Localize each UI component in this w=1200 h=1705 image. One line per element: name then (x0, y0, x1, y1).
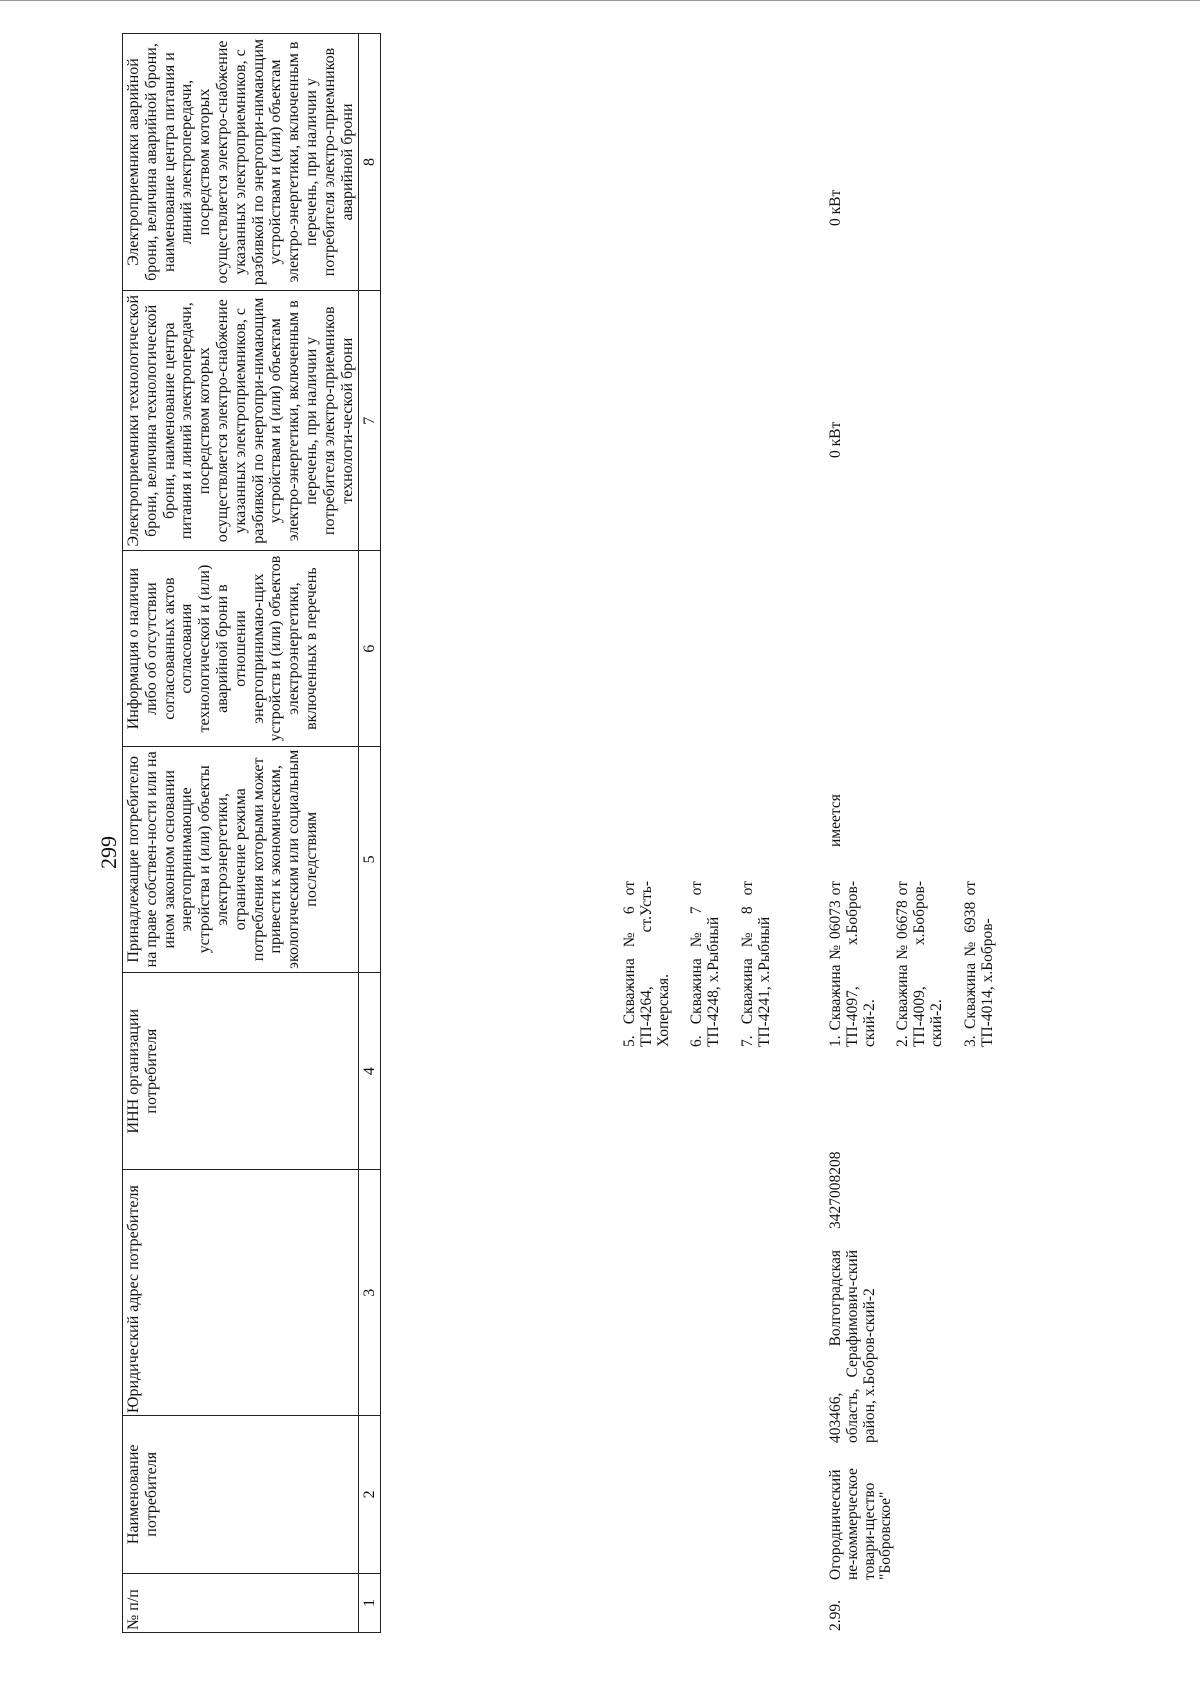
avar-bron-value: 0 кВт (827, 189, 844, 226)
column-number: 4 (359, 972, 381, 1170)
header-tech-bron: Электроприемники технологической брони, величина технологической брони, наименование центра питания и линий электропередачи, посредством которых осуществляется электро-снабжение указанных электроприемников, с разбивкой по энергопри-нимающим устройствам и (или) объектам электро-энергетики, включенным в перечень, при наличии у потребителя электро-приемников технологи-ческой брони (123, 291, 359, 551)
acts-info-value: имеется (827, 794, 844, 847)
column-number: 8 (359, 34, 381, 291)
column-number-row (359, 34, 381, 1633)
header-acts-info: Информация о наличии либо об отсутствии согласованных актов согласования технологической и (или) аварийной брони в отношении энергопринимаю-щих устройств и (или) объектов электроэнергетики, включенных в перечень (123, 551, 359, 746)
tech-bron-value: 0 кВт (827, 421, 844, 458)
device-item: 5. Скважина № 6 от ТП-4264, ст.Усть-Хоперская. (621, 881, 672, 1047)
device-item: 6. Скважина № 7 от ТП-4248, х.Рыбный (688, 881, 723, 1047)
header-devices: Принадлежащие потребителю на праве собствен-ности или на ином законном основании энергопринимающие устройства и (или) объекты электроэнергетики, ограничение режима потребления которыми может привести к экономическим, экологическим или социальным последствиям (123, 746, 359, 972)
header-row (123, 34, 359, 1633)
column-number: 1 (359, 1573, 381, 1632)
column-number: 5 (359, 746, 381, 972)
header-consumer-name: Наименование потребителя (123, 1416, 359, 1574)
device-item: 3. Скважина № 6938 от ТП-4014, х.Бобров- (961, 881, 996, 1047)
header-avar-bron: Электроприемники аварийной брони, величина аварийной брони, наименование центра питания и линий электропередачи, посредством которых осуществляется электро-снабжение указанных электроприемников, с разбивкой по энергопри-нимающим устройствам и (или) объектам электро-энергетики, включенным в перечень, при наличии у потребителя электро-приемников аварийной брони (123, 34, 359, 291)
row-number: 2.99. (827, 1600, 844, 1631)
device-item: 1. Скважина № 06073 от ТП-4097, х.Бобров-ский-2. (827, 881, 878, 1047)
consumer-name: Огороднический не-коммерческое товари-щество "Бобровское" (827, 1468, 895, 1580)
column-number: 6 (359, 551, 381, 746)
row-devices (828, 881, 996, 1047)
page-number: 299 (96, 836, 121, 869)
column-number: 3 (359, 1170, 381, 1416)
header-inn: ИНН организации потребителя (123, 972, 359, 1170)
header-legal-address: Юридический адрес потребителя (123, 1170, 359, 1416)
column-number: 7 (359, 291, 381, 551)
header-table (122, 33, 381, 1633)
device-item: 7. Скважина № 8 от ТП-4241, х.Рыбный (738, 881, 773, 1047)
column-number: 2 (359, 1416, 381, 1574)
legal-address: 403466, Волгоградская область, Серафимович-ский район, х.Бобров-ский-2 (827, 1250, 878, 1443)
device-item: 2. Скважина № 06678 от ТП-4009, х.Бобров-ский-2. (894, 881, 945, 1047)
inn-value: 3427008208 (827, 1151, 844, 1229)
header-number: № п/п (123, 1573, 359, 1632)
continuation-devices (622, 881, 774, 1047)
